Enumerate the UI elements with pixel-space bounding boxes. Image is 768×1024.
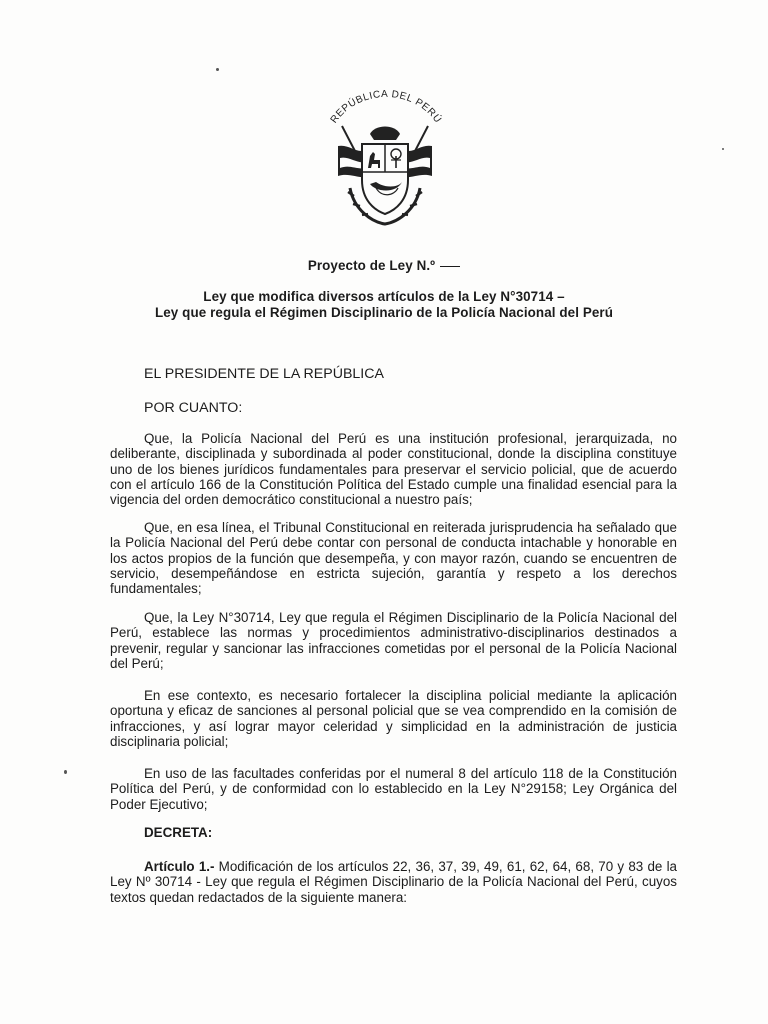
scan-speck [64, 770, 67, 774]
por-cuanto-heading: POR CUANTO: [144, 400, 243, 416]
law-title-line-1: Ley que modifica diversos artículos de la Ley N°30714 – [203, 289, 565, 304]
scan-speck [216, 68, 219, 71]
article-1 [110, 859, 677, 905]
paragraph-1: Que, la Policía Nacional del Perú es una institución profesional, jerarquizada, no deliberante, disciplinada y subordinada al poder constitucional, donde la disciplina constituye uno de los bienes jurídicos fundamentales para preservar el servicio policial, que de acuerdo con el artículo 166 de la Constitución Política del Estado cumple una finalidad esencial para la vigencia del orden democrático constitucional a nuestro país; [110, 431, 677, 508]
scan-speck [722, 148, 724, 150]
paragraph-4: En ese contexto, es necesario fortalecer la disciplina policial mediante la aplicación oportuna y eficaz de sanciones al personal policial que se vea comprendido en la comisión de infracciones, y así lograr mayor celeridad y simplicidad en la administración de justicia disciplinaria policial; [110, 688, 677, 749]
bill-number-blank [440, 266, 460, 267]
article-1-text: Modificación de los artículos 22, 36, 37, 39, 49, 61, 62, 64, 68, 70 y 83 de la Ley Nº 30714 - Ley que regula el Régimen Disciplinario de la Policía Nacional del Perú, cuyos textos quedan redactados de la siguiente manera: [110, 859, 677, 905]
seal-inscription: REPÚBLICA DEL PERÚ [328, 88, 444, 126]
bill-number-line [0, 258, 768, 273]
law-title-line-2: Ley que regula el Régimen Disciplinario de la Policía Nacional del Perú [154, 305, 614, 320]
paragraph-3: Que, la Ley N°30714, Ley que regula el Régimen Disciplinario de la Policía Nacional del Perú, establece las normas y procedimientos administrativo-disciplinarios destinados a prevenir, regular y sancionar las infracciones cometidas por el personal de la Policía Nacional del Perú; [110, 610, 677, 671]
paragraph-2: Que, en esa línea, el Tribunal Constitucional en reiterada jurisprudencia ha señalado que la Policía Nacional del Perú debe contar con personal de conducta intachable y honorable en los actos propios de la función que desempeña, y con mayor razón, cuando se encuentren de servicio, desempeñándose en estricta sujeción, garantía y respeto a los derechos fundamentales; [110, 520, 677, 597]
paragraph-5: En uso de las facultades conferidas por el numeral 8 del artículo 118 de la Constitución Política del Perú, y de conformidad con lo establecido en la Ley N°29158; Ley Orgánica del Poder Ejecutivo; [110, 766, 677, 812]
decreta-heading: DECRETA: [144, 825, 213, 840]
bill-label: Proyecto de Ley N.º [307, 258, 436, 273]
coat-of-arms-seal [320, 88, 450, 230]
svg-text:REPÚBLICA DEL PERÚ [329, 89, 445, 126]
president-heading: EL PRESIDENTE DE LA REPÚBLICA [144, 366, 384, 382]
article-1-heading: Artículo 1.- [144, 859, 215, 874]
